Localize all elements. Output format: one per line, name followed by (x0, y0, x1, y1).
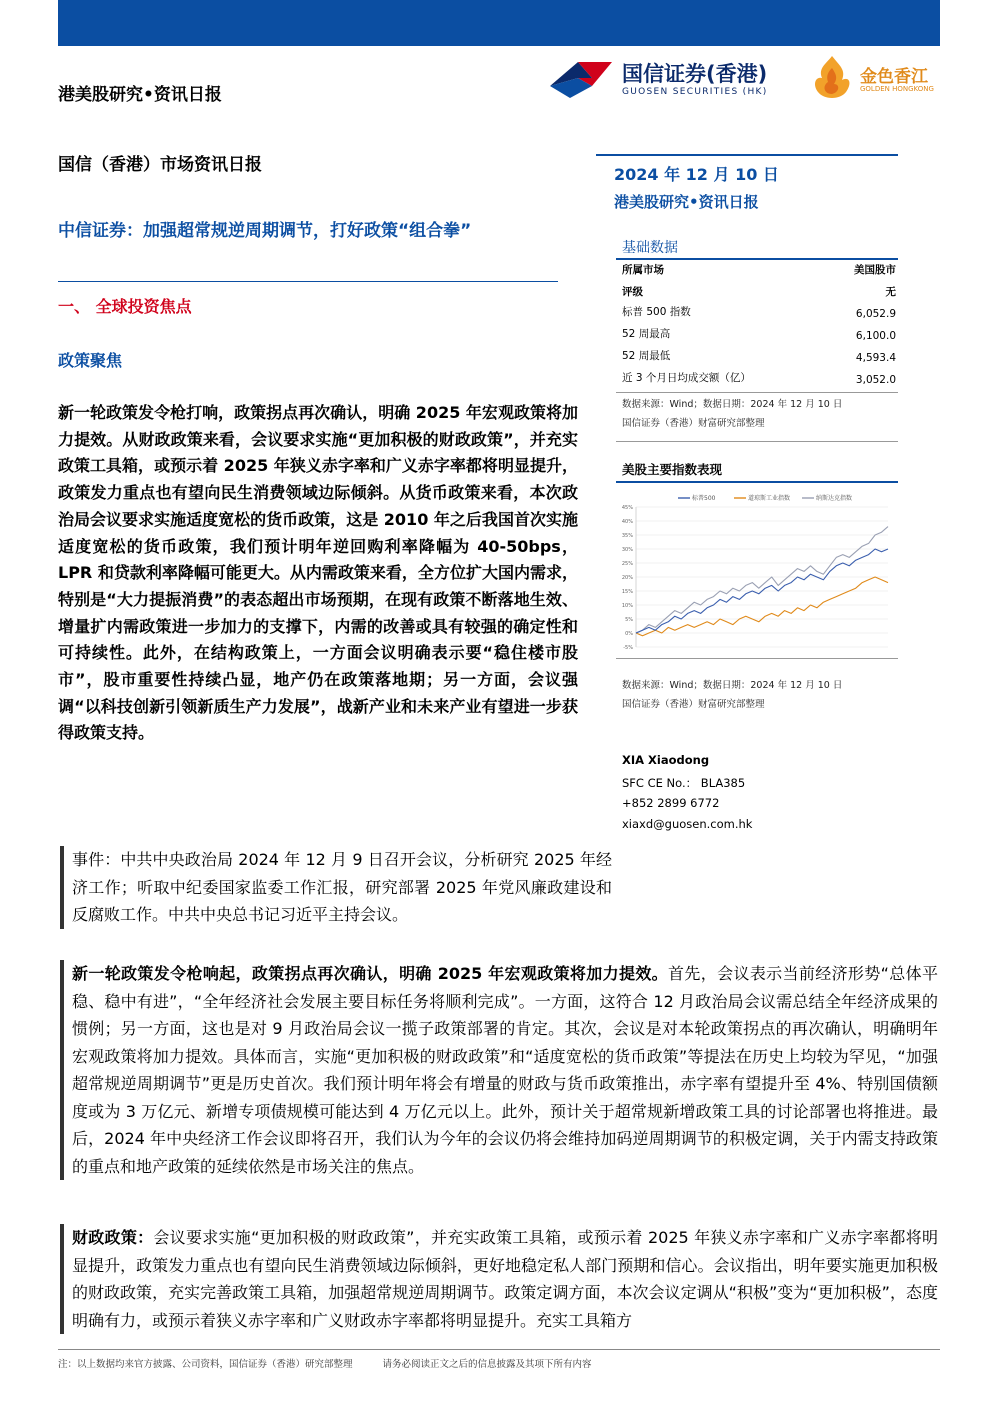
analyst-email[interactable]: xiaxd@guosen.com.hk (622, 817, 753, 831)
basic-data-title: 基础数据 (622, 240, 678, 256)
data-source: 数据来源：Wind；数据日期：2024 年 12 月 10 日 (622, 680, 843, 691)
divider (616, 658, 898, 659)
footer-note: 注：以上数据均来官方披露、公司资料，国信证券（香港）研究部整理 (58, 1359, 353, 1370)
report-date: 2024 年 12 月 10 日 (614, 165, 779, 184)
y-tick-label: 45% (621, 505, 633, 511)
index-performance-chart (616, 489, 898, 657)
data-row (622, 284, 896, 306)
chart-title: 美股主要指数表现 (622, 462, 723, 477)
guosen-logo-icon (548, 56, 616, 100)
data-source: 数据来源：Wind；数据日期：2024 年 12 月 10 日 (622, 399, 843, 410)
data-row (622, 326, 896, 348)
subsection-heading: 政策聚焦 (58, 351, 123, 370)
data-label: 所属市场 (622, 264, 664, 276)
body-paragraph-2 (60, 1224, 938, 1334)
footer-divider (58, 1349, 940, 1350)
data-value: 4,593.4 (855, 352, 896, 364)
footer (58, 1356, 592, 1370)
event-paragraph: 事件：中共中央政治局 2024 年 12 月 9 日召开会议，分析研究 2025 年经济工作；听取中纪委国家监委工作汇报，研究部署 2025 年党风廉政建设和反腐败工作。中共中央总书记习近平主持会议。 (60, 846, 612, 929)
paragraph-body: 会议要求实施“更加积极的财政政策”，并充实政策工具箱，或预示着 2025 年狭义赤字率和广义赤字率都将明显提升，政策发力重点也有望向民生消费领域边际倾斜，更好地稳定私人部门预期和信心。会议指出，明年要实施更加积极的财政政策，充实完善政策工具箱，加强超常规逆周期调节。政策定调方面，本次会议定调从“积极”变为“更加积极”，态度明确有力，或预示着狭义赤字率和广义财政赤字率都将明显提升。充实工具箱方 (72, 1228, 938, 1330)
divider (58, 281, 558, 282)
golden-logo-en: GOLDEN HONGKONG (860, 85, 934, 93)
data-label: 52 周最高 (622, 328, 671, 340)
data-source: 国信证券（香港）财富研究部整理 (622, 418, 765, 429)
golden-flame-icon (806, 54, 858, 102)
paragraph-lead: 新一轮政策发令枪响起，政策拐点再次确认，明确 2025 年宏观政策将加力提效。 (72, 964, 669, 983)
chart-svg (616, 489, 898, 657)
y-tick-label: 35% (621, 533, 633, 539)
data-label: 近 3 个月日均成交额（亿） (622, 372, 751, 384)
divider (616, 258, 898, 260)
data-value: 6,052.9 (855, 308, 896, 320)
section-heading: 一、 全球投资焦点 (58, 297, 192, 316)
data-row (622, 262, 896, 284)
header-title: 港美股研究•资讯日报 (58, 85, 222, 105)
y-tick-label: 40% (621, 519, 633, 525)
data-value: 无 (885, 286, 896, 298)
data-value: 美国股市 (854, 264, 896, 276)
guosen-logo-text: 国信证券(香港) (622, 62, 768, 86)
analyst-name: XIA Xiaodong (622, 753, 710, 767)
y-tick-label: 15% (621, 589, 633, 595)
legend-label: 纳斯达克指数 (816, 495, 853, 502)
data-label: 52 周最低 (622, 350, 671, 362)
y-tick-label: 20% (621, 575, 633, 581)
y-tick-label: 30% (621, 547, 633, 553)
y-tick-label: 10% (621, 603, 633, 609)
y-tick-label: 0% (625, 631, 633, 637)
paragraph-body: 首先，会议表示当前经济形势“总体平稳、稳中有进”，“全年经济社会发展主要目标任务将顺利完成”。一方面，这符合 12 月政治局会议需总结全年经济成果的惯例；另一方面，这也是对 9 月政治局会议一揽子政策部署的肯定。其次，会议是对本轮政策拐点的再次确认，明确明年宏观政策将加力提效。具体而言，实施“更加积极的财政政策”和“适度宽松的货币政策”等提法在历史上均较为罕见，“加强超常规逆周期调节”更是历史首次。我们预计明年将会有增量的财政与货币政策推出，赤字率有望提升至 4%、特别国债额度或为 3 万亿元、新增专项债规模可能达到 4 万亿元以上。此外，预计关于超常规新增政策工具的讨论部署也将推进。最后，2024 年中央经济工作会议即将召开，我们认为今年的会议仍将会维持加码逆周期调节的积极定调，关于内需支持政策的重点和地产政策的延续依然是市场关注的焦点。 (72, 964, 938, 1176)
guosen-logo (548, 56, 788, 102)
summary-paragraph: 新一轮政策发令枪打响，政策拐点再次确认，明确 2025 年宏观政策将加力提效。从财政政策来看，会议要求实施“更加积极的财政政策”，并充实政策工具箱，或预示着 2025 年狭义赤字率和广义赤字率都将明显提升，政策发力重点也有望向民生消费领域边际倾斜。从货币政策来看，本次政治局会议要求实施适度宽松的货币政策，这是 2010 年之后我国首次实施适度宽松的货币政策，我们预计明年逆回购利率降幅为 40-50bps，LPR 和贷款利率降幅可能更大。从内需政策来看，全方位扩大国内需求，特别是“大力提振消费”的表态超出市场预期，在现有政策不断落地生效、增量扩内需政策进一步加力的支撑下，内需的改善或具有较强的确定性和可持续性。此外，在结构政策上，一方面会议明确表示要“稳住楼市股市”，股市重要性持续凸显，地产仍在政策落地期；另一方面，会议强调“以科技创新引领新质生产力发展”，战新产业和未来产业有望进一步获得政策支持。 (58, 403, 578, 743)
data-label: 标普 500 指数 (622, 306, 691, 318)
report-name: 国信（香港）市场资讯日报 (58, 155, 262, 175)
data-label: 评级 (622, 286, 643, 298)
y-tick-label: 25% (621, 561, 633, 567)
data-row (622, 304, 896, 326)
report-series: 港美股研究•资讯日报 (614, 193, 759, 211)
body-paragraph-1 (60, 960, 938, 1180)
analyst-phone: +852 2899 6772 (622, 796, 720, 810)
analyst-ce: SFC CE No.： BLA385 (622, 776, 746, 790)
footer-disclaimer: 请务必阅读正文之后的信息披露及其项下所有内容 (382, 1359, 592, 1370)
legend-label: 标普500 (692, 495, 716, 502)
golden-logo-text: 金色香江 (860, 67, 928, 87)
divider (616, 481, 898, 483)
data-row (622, 370, 896, 392)
golden-hongkong-logo (806, 54, 946, 104)
divider (616, 441, 898, 442)
data-value: 3,052.0 (855, 374, 896, 386)
paragraph-lead: 财政政策： (72, 1228, 154, 1247)
y-tick-label: 5% (625, 617, 633, 623)
y-tick-label: -5% (623, 645, 633, 651)
sidebar-top-rule (596, 154, 898, 156)
divider (616, 392, 898, 393)
data-source: 国信证券（香港）财富研究部整理 (622, 699, 765, 710)
header-banner (58, 0, 940, 46)
guosen-logo-en: GUOSEN SECURITIES (HK) (622, 87, 768, 97)
report-headline: 中信证券：加强超常规逆周期调节，打好政策“组合拳” (58, 221, 472, 241)
data-value: 6,100.0 (855, 330, 896, 342)
legend-label: 道琼斯工业指数 (748, 495, 791, 502)
data-row (622, 348, 896, 370)
